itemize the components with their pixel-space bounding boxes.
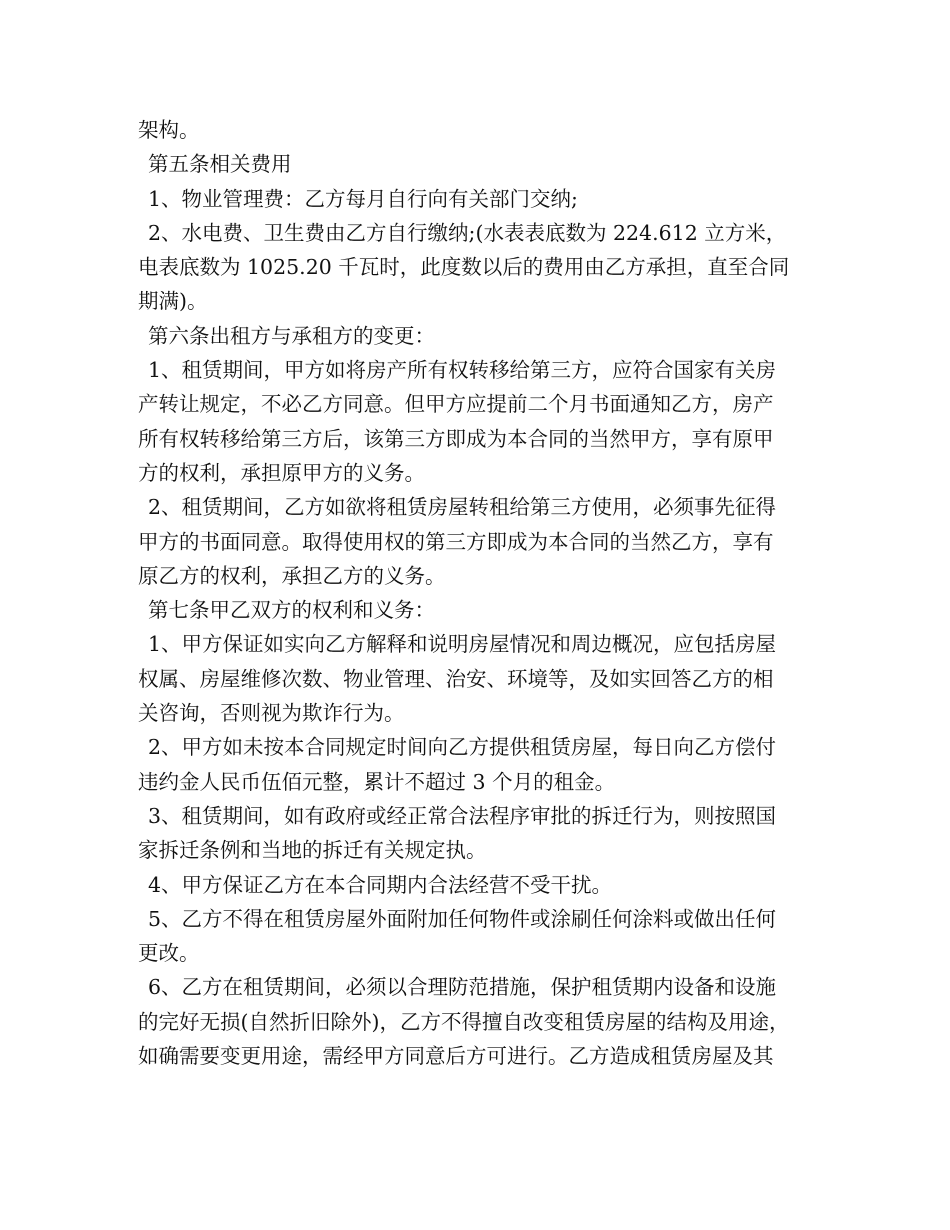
text-line: 1、物业管理费：乙方每月自行向有关部门交纳;: [148, 186, 578, 211]
text-line: 更改。: [138, 941, 200, 966]
text-line: 2、水电费、卫生费由乙方自行缴纳;(水表表底数为 224.612 立方米，: [148, 220, 787, 245]
text-line: 违约金人民币伍佰元整，累计不超过 3 个月的租金。: [138, 769, 616, 794]
text-line: 第六条出租方与承租方的变更：: [148, 323, 435, 348]
text-line: 4、甲方保证乙方在本合同期内合法经营不受干扰。: [148, 872, 613, 897]
text-line: 电表底数为 1025.20 千瓦时，此度数以后的费用由乙方承担，直至合同: [138, 255, 790, 280]
text-line: 6、乙方在租赁期间，必须以合理防范措施，保护租赁期内设备和设施: [148, 975, 777, 1000]
text-line: 方的权利，承担原甲方的义务。: [138, 460, 425, 485]
document-body: [138, 113, 818, 1073]
text-line: 所有权转移给第三方后，该第三方即成为本合同的当然甲方，享有原甲: [138, 426, 774, 451]
text-line: 架构。: [138, 118, 200, 142]
text-line: 1、租赁期间，甲方如将房产所有权转移给第三方，应符合国家有关房: [148, 358, 777, 383]
text-line: 5、乙方不得在租赁房屋外面附加任何物件或涂刷任何涂料或做出任何: [148, 906, 777, 931]
text-line: 原乙方的权利，承担乙方的义务。: [138, 563, 446, 588]
text-line: 的完好无损(自然折旧除外)，乙方不得擅自改变租赁房屋的结构及用途，: [138, 1009, 790, 1034]
text-line: 权属、房屋维修次数、物业管理、治安、环境等，及如实回答乙方的相: [138, 666, 774, 691]
text-line: 2、租赁期间，乙方如欲将租赁房屋转租给第三方使用，必须事先征得: [148, 495, 777, 520]
text-line: 如确需要变更用途，需经甲方同意后方可进行。乙方造成租赁房屋及其: [138, 1044, 774, 1069]
text-line: 家拆迁条例和当地的拆迁有关规定执。: [138, 838, 487, 863]
text-line: 甲方的书面同意。取得使用权的第三方即成为本合同的当然乙方，享有: [138, 529, 774, 554]
text-line: 产转让规定，不必乙方同意。但甲方应提前二个月书面通知乙方，房产: [138, 392, 774, 417]
text-line: 3、租赁期间，如有政府或经正常合法程序审批的拆迁行为，则按照国: [148, 803, 777, 828]
text-line: 1、甲方保证如实向乙方解释和说明房屋情况和周边概况，应包括房屋: [148, 632, 777, 657]
text-line: 关咨询，否则视为欺诈行为。: [138, 701, 405, 726]
text-line: 2、甲方如未按本合同规定时间向乙方提供租赁房屋，每日向乙方偿付: [148, 735, 777, 760]
text-line: 第五条相关费用: [148, 152, 292, 177]
text-line: 第七条甲乙双方的权利和义务：: [148, 598, 435, 623]
text-line: 期满)。: [138, 289, 208, 314]
